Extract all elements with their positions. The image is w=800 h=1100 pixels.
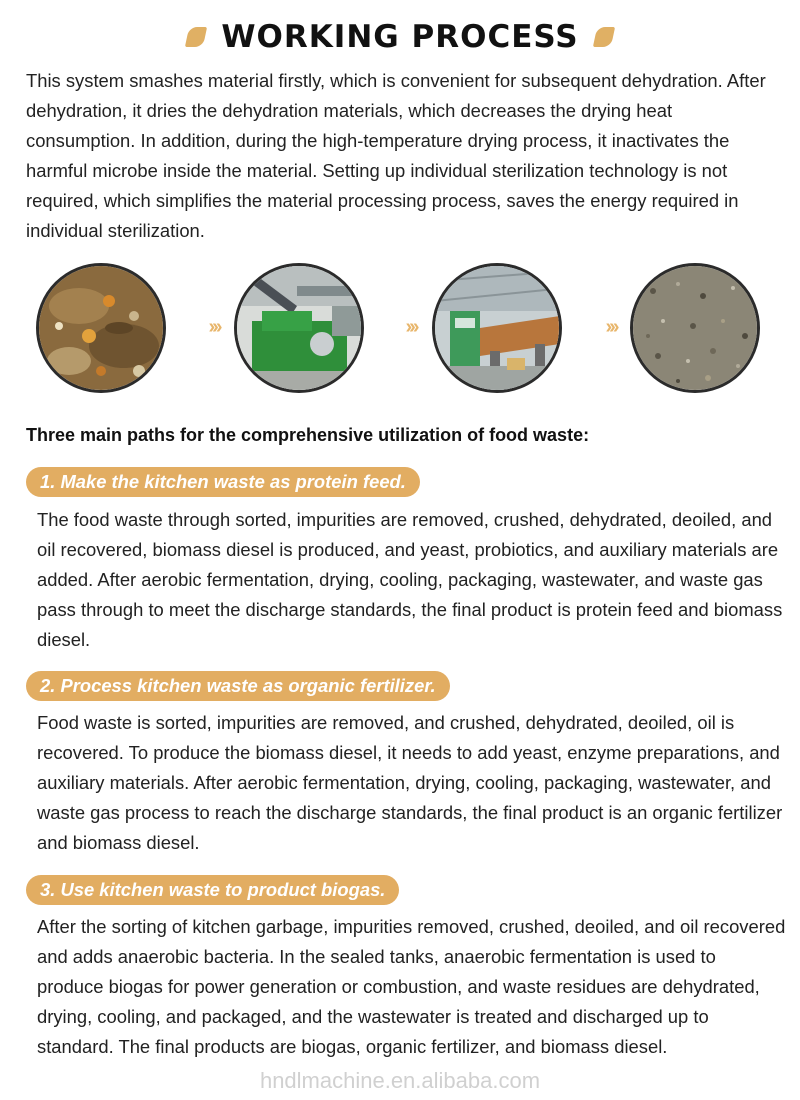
intro-paragraph: This system smashes material firstly, which is convenient for subsequent dehydration. After dehydration, it dries the dehydration materials, which decreases the drying heat consumption. In addition, during the high-temperature drying process, it inactivates the harmful microbe inside the material. Setting up individual sterilization technology is not required, which simplifies the material processing process, saves the energy required in individual sterilization. (26, 70, 766, 241)
process-arrow-1: ››› (208, 316, 220, 338)
raw-food-waste-photo (36, 263, 166, 393)
watermark: hndlmachine.en.alibaba.com (259, 1068, 541, 1093)
path-3-label: 3. Use kitchen waste to product biogas. (26, 875, 399, 905)
process-arrow-3: ››› (605, 316, 617, 338)
path-2-text: Food waste is sorted, impurities are removed, and crushed, dehydrated, deoiled, oil is recovered. To produce the biomass diesel, it needs to add yeast, enzyme preparations, and auxiliary materials. After aerobic fermentation, drying, cooling, packaging, wastewater, and waste gas process to reach the discharge standards, the final product is an organic fertilizer and biomass diesel. (37, 712, 783, 853)
path-1-label: 1. Make the kitchen waste as protein feed. (26, 467, 420, 497)
title-left-decoration (185, 27, 207, 47)
path-2-label: 2. Process kitchen waste as organic fertilizer. (26, 671, 450, 701)
crushing-machine-photo (234, 263, 364, 393)
process-arrow-2: ››› (405, 316, 417, 338)
page-title: WORKING PROCESS (221, 19, 579, 55)
path-3-text: After the sorting of kitchen garbage, impurities removed, crushed, deoiled, and oil recovered and adds anaerobic bacteria. In the sealed tanks, anaerobic fermentation is used to produce biogas for power generation or combustion, and waste residues are dehydrated, drying, cooling, and packaged, and the wastewater is treated and discharged up to standard. The final products are biogas, organic fertilizer, and biomass diesel. (37, 916, 786, 1057)
process-gallery (36, 263, 766, 399)
dried-material-photo (630, 263, 760, 393)
path-1-text: The food waste through sorted, impurities are removed, crushed, dehydrated, deoiled, and oil recovered, biomass diesel is produced, and yeast, probiotics, and auxiliary materials are added. After aerobic fermentation, drying, cooling, packaging, wastewater, and waste gas pass through to meet the discharge standards, the final product is protein feed and biomass diesel. (37, 509, 783, 650)
header (0, 14, 800, 60)
paths-heading: Three main paths for the comprehensive utilization of food waste: (26, 425, 590, 445)
dryer-line-photo (432, 263, 562, 393)
title-right-decoration (593, 27, 615, 47)
